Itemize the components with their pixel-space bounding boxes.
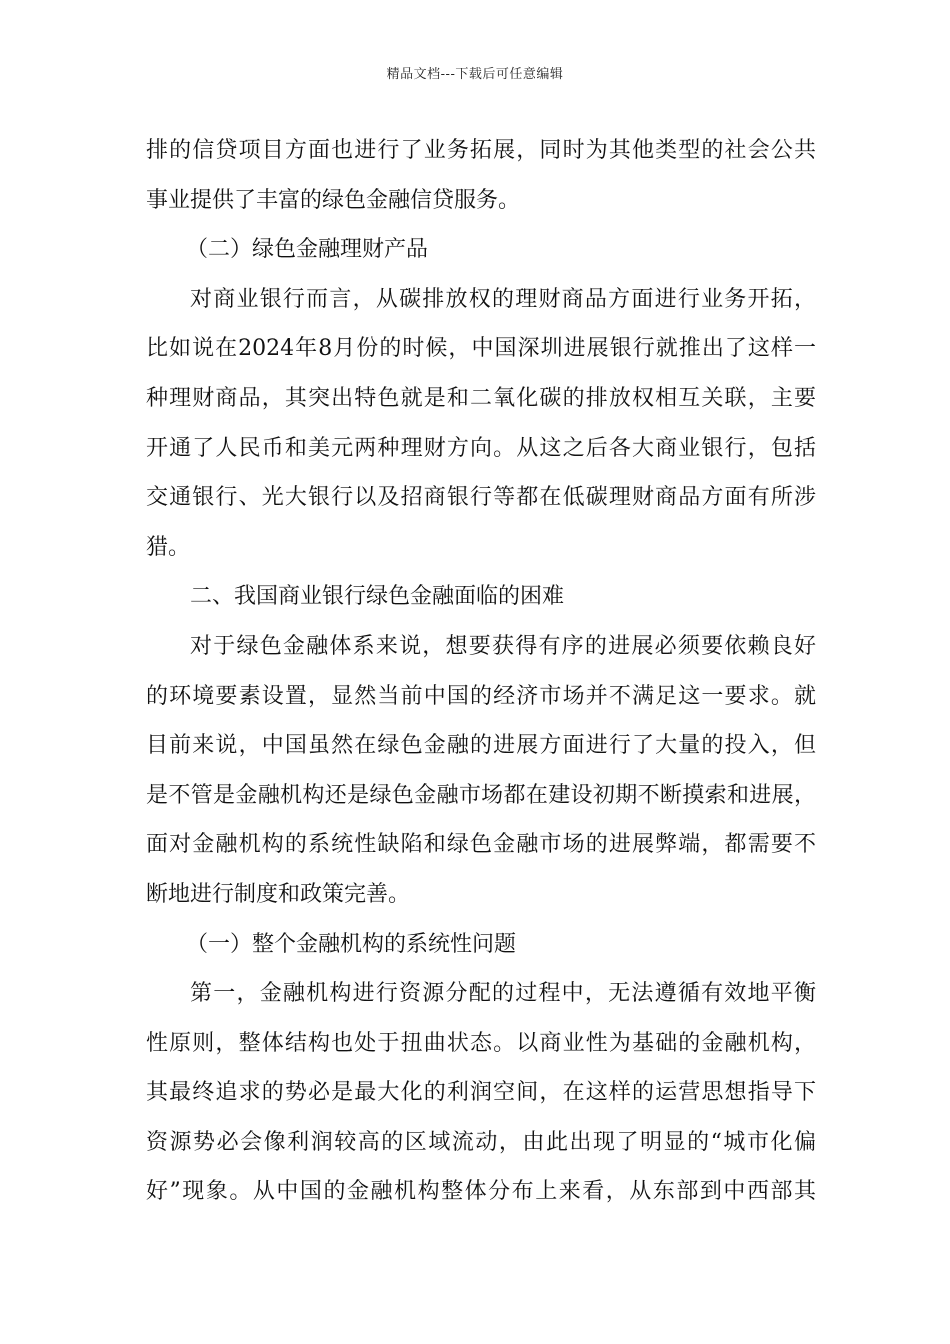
body-line: 第一，金融机构进行资源分配的过程中，无法遵循有效地平衡: [190, 981, 816, 1007]
body-line: 对于绿色金融体系来说，想要获得有序的进展必须要依赖良好: [190, 633, 816, 659]
body-line: 是不管是金融机构还是绿色金融市场都在建设初期不断摸索和进展，: [146, 782, 816, 808]
chapter-heading: 二、我国商业银行绿色金融面临的困难: [190, 584, 565, 610]
body-line: 种理财商品，其突出特色就是和二氧化碳的排放权相互关联，主要: [146, 385, 816, 411]
body-line: 其最终追求的势必是最大化的利润空间，在这样的运营思想指导下: [146, 1080, 816, 1106]
body-line: 性原则，整体结构也处于扭曲状态。以商业性为基础的金融机构，: [146, 1030, 816, 1056]
body-line: 好”现象。从中国的金融机构整体分布上来看，从东部到中西部其: [146, 1179, 816, 1205]
body-line: 排的信贷项目方面也进行了业务拓展，同时为其他类型的社会公共: [146, 138, 816, 163]
section-heading: （二）绿色金融理财产品: [186, 237, 429, 263]
body-line: 面对金融机构的系统性缺陷和绿色金融市场的进展弊端，都需要不: [146, 832, 816, 858]
body-line: 断地进行制度和政策完善。: [146, 881, 411, 907]
body-line: 比如说在2024年8月份的时候，中国深圳进展银行就推出了这样一: [146, 336, 816, 362]
body-line: 猎。: [146, 534, 191, 560]
body-line: 交通银行、光大银行以及招商银行等都在低碳理财商品方面有所涉: [146, 485, 816, 511]
body-line: 对商业银行而言，从碳排放权的理财商品方面进行业务开拓，: [190, 286, 816, 312]
body-line: 事业提供了丰富的绿色金融信贷服务。: [146, 187, 521, 213]
section-heading: （一）整个金融机构的系统性问题: [186, 931, 517, 957]
document-body: [146, 126, 816, 1217]
body-line: 目前来说，中国虽然在绿色金融的进展方面进行了大量的投入，但: [146, 733, 816, 759]
body-line: 的环境要素设置，显然当前中国的经济市场并不满足这一要求。就: [146, 683, 816, 709]
page-header: 精品文档---下载后可任意编辑: [386, 67, 564, 82]
body-line: 资源势必会像利润较高的区域流动，由此出现了明显的“城市化偏: [146, 1129, 816, 1155]
body-line: 开通了人民币和美元两种理财方向。从这之后各大商业银行，包括: [146, 435, 816, 461]
